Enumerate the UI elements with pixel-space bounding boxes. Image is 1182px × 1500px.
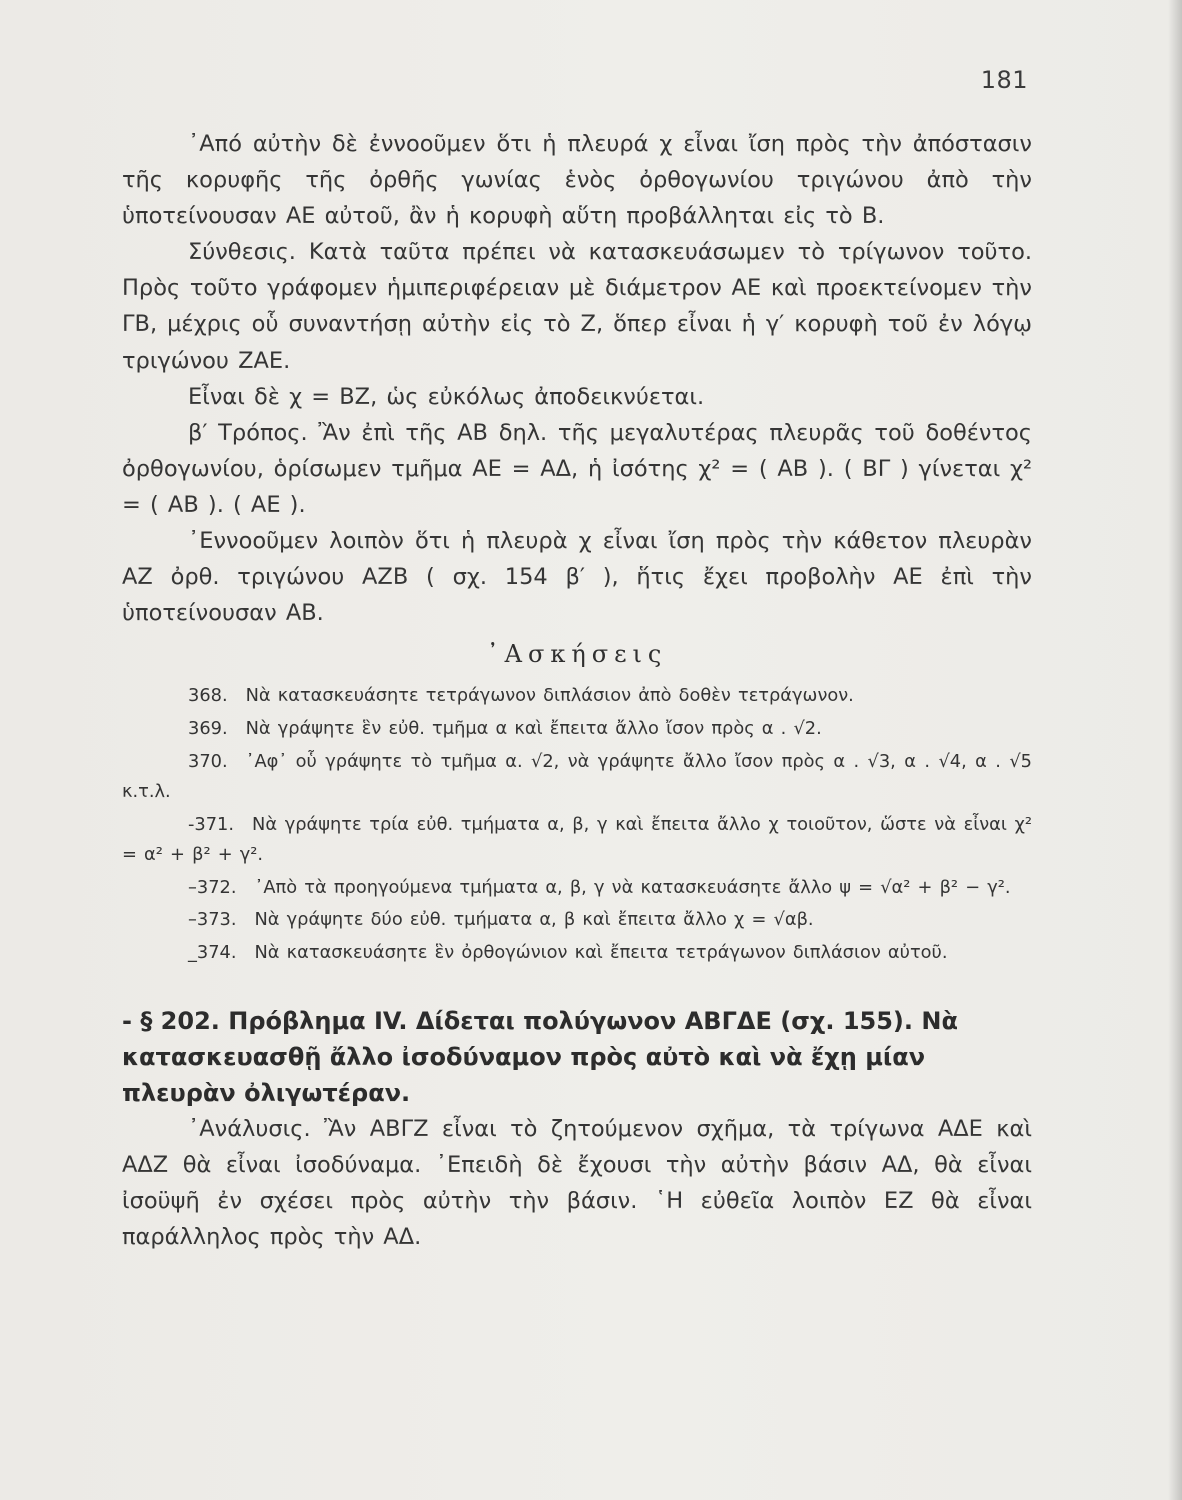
exercises-heading: ᾿Ασκήσεις <box>486 640 668 669</box>
exercise-number: 369. <box>188 717 228 739</box>
exercise-text: ᾿Απὸ τὰ προηγούμενα τμήματα α, β, γ νὰ κατασκευάσητε ἄλλο ψ = √α² + β² − γ². <box>254 876 1011 898</box>
paragraph-5: ᾿Εννοοῦμεν λοιπὸν ὅτι ἡ πλευρὰ χ εἶναι ἴση πρὸς τὴν κάθετον πλευρὰν ΑΖ ὀρθ. τριγώνου ΑΖΒ ( σχ. 154 β′ ), ἥτις ἔχει προβολὴν ΑΕ ἐπὶ τὴν ὑποτείνουσαν ΑΒ. <box>122 528 1032 627</box>
exercise-369 <box>122 714 1032 745</box>
section-body: ᾿Ανάλυσις. Ἂν ΑΒΓΖ εἶναι τὸ ζητούμενον σχῆμα, τὰ τρίγωνα ΑΔΕ καὶ ΑΔΖ θὰ εἶναι ἰσοδύναμα. ᾿Επειδὴ δὲ ἔχουσι τὴν αὐτὴν βάσιν ΑΔ, θὰ εἶναι ἰσοϋψῆ ἐν σχέσει πρὸς αὐτὴν τὴν βάσιν. ῾Η εὐθεῖα λοιπὸν ΕΖ θὰ εἶναι παράλληλος πρὸς τὴν ΑΔ. <box>122 1115 1032 1251</box>
exercise-number: 368. <box>188 685 228 707</box>
page-number: 181 <box>980 66 1028 94</box>
exercise-number: 370. <box>188 750 228 772</box>
exercise-text: Νὰ κατασκευάσητε ἓν ὀρθογώνιον καὶ ἔπειτα τετράγωνον διπλάσιον αὐτοῦ. <box>254 942 948 964</box>
exercise-number: -371. <box>188 813 235 835</box>
exercise-text: Νὰ κατασκευάσητε τετράγωνον διπλάσιον ἀπὸ δοθὲν τετράγωνον. <box>245 685 854 707</box>
page-content <box>122 126 1032 1255</box>
exercise-text: ᾿Αφ᾿ οὗ γράψητε τὸ τμῆμα α. √2, νὰ γράψητε ἄλλο ἴσον πρὸς α . √3, α . √4, α . √5 κ.τ.λ. <box>122 750 1032 803</box>
exercise-text: Νὰ γράψητε δύο εὐθ. τμήματα α, β καὶ ἔπειτα ἄλλο χ = √αβ. <box>254 909 814 931</box>
paragraph-2: Σύνθεσις. Κατὰ ταῦτα πρέπει νὰ κατασκευάσωμεν τὸ τρίγωνον τοῦτο. Πρὸς τοῦτο γράφομεν ἡμιπεριφέρειαν μὲ διάμετρον ΑΕ καὶ προεκτείνομεν τὴν ΓΒ, μέχρις οὗ συναντήσῃ αὐτὴν εἰς τὸ Ζ, ὅπερ εἶναι ἡ γ′ κορυφὴ τοῦ ἐν λόγῳ τριγώνου ΖΑΕ. <box>122 239 1032 374</box>
exercise-number: _374. <box>188 942 237 964</box>
exercise-text: Νὰ γράψητε ἓν εὐθ. τμῆμα α καὶ ἔπειτα ἄλλο ἴσον πρὸς α . √2. <box>245 717 822 739</box>
section-202 <box>122 1003 1032 1256</box>
paragraph-3: Εἶναι δὲ χ = ΒΖ, ὡς εὐκόλως ἀποδεικνύεται. <box>188 383 705 410</box>
paragraph-4: β′ Τρόπος. Ἂν ἐπὶ τῆς ΑΒ δηλ. τῆς μεγαλυτέρας πλευρᾶς τοῦ δοθέντος ὀρθογωνίου, ὁρίσωμεν τμῆμα ΑΕ = ΑΔ, ἡ ἰσότης χ² = ( ΑΒ ). ( ΒΓ ) γίνεται χ² = ( ΑΒ ). ( ΑΕ ). <box>122 419 1032 518</box>
exercise-372 <box>122 873 1032 904</box>
exercise-374 <box>122 938 1032 969</box>
exercise-370 <box>122 747 1032 808</box>
exercise-371 <box>122 810 1032 871</box>
exercise-number: –373. <box>188 909 237 931</box>
exercise-number: –372. <box>188 876 237 898</box>
exercise-373 <box>122 905 1032 936</box>
exercise-text: Νὰ γράψητε τρία εὐθ. τμήματα α, β, γ καὶ ἔπειτα ἄλλο χ τοιοῦτον, ὥστε νὰ εἶναι χ² = α² + β² + γ². <box>122 813 1032 866</box>
paragraph-1: ᾿Από αὐτὴν δὲ ἐννοοῦμεν ὅτι ἡ πλευρά χ εἶναι ἴση πρὸς τὴν ἀπόστασιν τῆς κορυφῆς τῆς ὀρθῆς γωνίας ἑνὸς ὀρθογωνίου τριγώνου ἀπὸ τὴν ὑποτείνουσαν ΑΕ αὐτοῦ, ἂν ἡ κορυφὴ αὕτη προβάλληται εἰς τὸ Β. <box>122 131 1032 230</box>
exercise-list <box>122 681 1032 968</box>
page-edge-shadow <box>1168 0 1182 1500</box>
section-title: - § 202. Πρόβλημα IV. Δίδεται πολύγωνον ΑΒΓΔΕ (σχ. 155). Νὰ κατασκευασθῇ ἄλλο ἰσοδύναμον πρὸς αὐτὸ καὶ νὰ ἔχῃ μίαν πλευρὰν ὀλιγωτέραν. <box>122 1006 958 1107</box>
exercise-368 <box>122 681 1032 712</box>
